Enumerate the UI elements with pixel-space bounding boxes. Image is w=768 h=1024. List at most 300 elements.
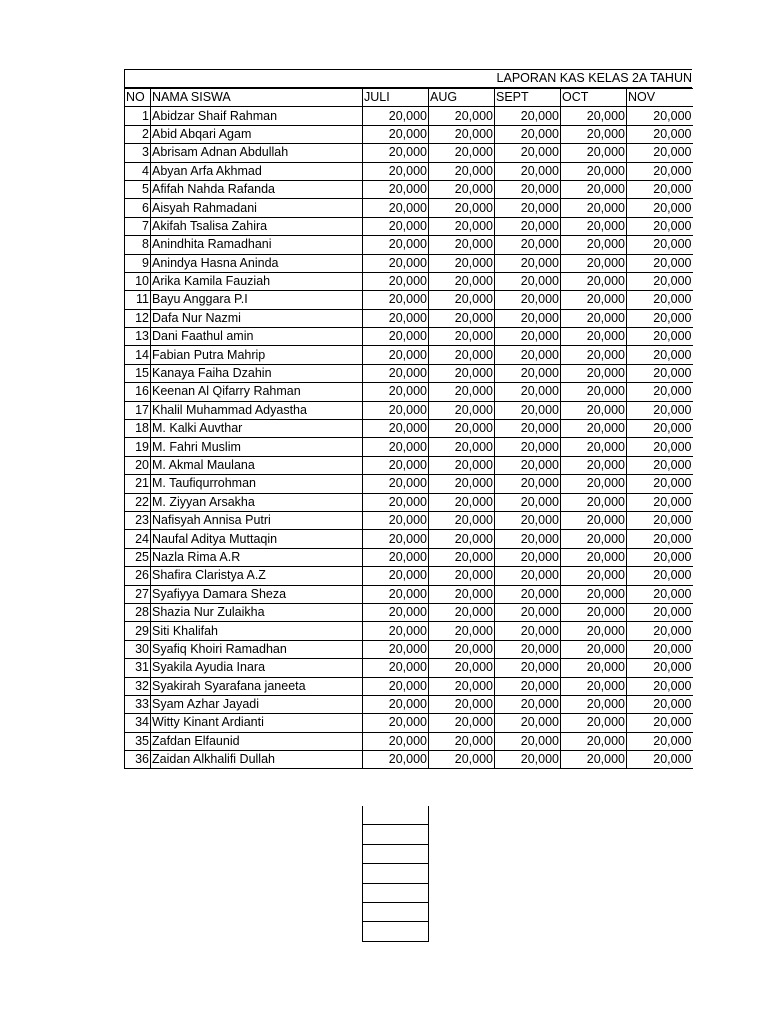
empty-cell xyxy=(362,884,429,903)
amount-cell: 20,000 xyxy=(627,254,693,272)
amount-cell: 20,000 xyxy=(561,199,627,217)
table-row xyxy=(125,309,693,327)
amount-cell: 20,000 xyxy=(561,585,627,603)
amount-cell: 20,000 xyxy=(363,107,429,125)
amount-cell: 20,000 xyxy=(627,585,693,603)
row-number: 19 xyxy=(125,438,151,456)
amount-cell: 20,000 xyxy=(363,180,429,198)
amount-cell: 20,000 xyxy=(627,328,693,346)
table-row xyxy=(125,585,693,603)
amount-cell: 20,000 xyxy=(363,585,429,603)
amount-cell: 20,000 xyxy=(561,125,627,143)
amount-cell: 20,000 xyxy=(429,107,495,125)
amount-cell: 20,000 xyxy=(363,603,429,621)
amount-cell: 20,000 xyxy=(429,383,495,401)
row-number: 7 xyxy=(125,217,151,235)
amount-cell: 20,000 xyxy=(363,659,429,677)
amount-cell: 20,000 xyxy=(429,640,495,658)
student-name: Aisyah Rahmadani xyxy=(151,199,363,217)
amount-cell: 20,000 xyxy=(627,640,693,658)
student-name: Shazia Nur Zulaikha xyxy=(151,603,363,621)
row-number: 5 xyxy=(125,180,151,198)
amount-cell: 20,000 xyxy=(561,603,627,621)
amount-cell: 20,000 xyxy=(495,493,561,511)
amount-cell: 20,000 xyxy=(627,659,693,677)
student-name: Syakirah Syarafana janeeta xyxy=(151,677,363,695)
amount-cell: 20,000 xyxy=(495,585,561,603)
amount-cell: 20,000 xyxy=(561,107,627,125)
table-row xyxy=(125,420,693,438)
amount-cell: 20,000 xyxy=(561,254,627,272)
amount-cell: 20,000 xyxy=(561,622,627,640)
spreadsheet xyxy=(124,69,692,769)
row-number: 18 xyxy=(125,420,151,438)
amount-cell: 20,000 xyxy=(561,438,627,456)
table-row xyxy=(125,199,693,217)
row-number: 14 xyxy=(125,346,151,364)
amount-cell: 20,000 xyxy=(561,640,627,658)
amount-cell: 20,000 xyxy=(627,567,693,585)
amount-cell: 20,000 xyxy=(561,732,627,750)
amount-cell: 20,000 xyxy=(363,383,429,401)
amount-cell: 20,000 xyxy=(429,420,495,438)
amount-cell: 20,000 xyxy=(429,659,495,677)
amount-cell: 20,000 xyxy=(495,346,561,364)
amount-cell: 20,000 xyxy=(429,328,495,346)
amount-cell: 20,000 xyxy=(627,493,693,511)
report-title: LAPORAN KAS KELAS 2A TAHUN xyxy=(496,71,692,85)
amount-cell: 20,000 xyxy=(429,199,495,217)
row-number: 24 xyxy=(125,530,151,548)
amount-cell: 20,000 xyxy=(561,346,627,364)
amount-cell: 20,000 xyxy=(429,438,495,456)
amount-cell: 20,000 xyxy=(429,695,495,713)
amount-cell: 20,000 xyxy=(627,180,693,198)
amount-cell: 20,000 xyxy=(561,328,627,346)
amount-cell: 20,000 xyxy=(429,272,495,290)
row-number: 22 xyxy=(125,493,151,511)
amount-cell: 20,000 xyxy=(627,622,693,640)
amount-cell: 20,000 xyxy=(363,272,429,290)
cash-report-table xyxy=(124,88,693,769)
amount-cell: 20,000 xyxy=(495,364,561,382)
amount-cell: 20,000 xyxy=(429,401,495,419)
table-row xyxy=(125,364,693,382)
student-name: Afifah Nahda Rafanda xyxy=(151,180,363,198)
table-row xyxy=(125,695,693,713)
student-name: Witty Kinant Ardianti xyxy=(151,714,363,732)
amount-cell: 20,000 xyxy=(627,144,693,162)
student-name: Anindya Hasna Aninda xyxy=(151,254,363,272)
amount-cell: 20,000 xyxy=(495,640,561,658)
row-number: 16 xyxy=(125,383,151,401)
amount-cell: 20,000 xyxy=(429,456,495,474)
amount-cell: 20,000 xyxy=(627,272,693,290)
student-name: Akifah Tsalisa Zahira xyxy=(151,217,363,235)
row-number: 28 xyxy=(125,603,151,621)
amount-cell: 20,000 xyxy=(627,511,693,529)
table-row xyxy=(125,732,693,750)
table-row xyxy=(125,751,693,769)
title-row xyxy=(124,69,692,88)
row-number: 29 xyxy=(125,622,151,640)
student-name: Keenan Al Qifarry Rahman xyxy=(151,383,363,401)
amount-cell: 20,000 xyxy=(429,346,495,364)
amount-cell: 20,000 xyxy=(363,622,429,640)
row-number: 20 xyxy=(125,456,151,474)
amount-cell: 20,000 xyxy=(363,291,429,309)
amount-cell: 20,000 xyxy=(627,677,693,695)
amount-cell: 20,000 xyxy=(363,217,429,235)
student-name: M. Kalki Auvthar xyxy=(151,420,363,438)
row-number: 23 xyxy=(125,511,151,529)
empty-cells-column xyxy=(362,806,429,942)
row-number: 15 xyxy=(125,364,151,382)
amount-cell: 20,000 xyxy=(363,144,429,162)
amount-cell: 20,000 xyxy=(429,475,495,493)
amount-cell: 20,000 xyxy=(495,328,561,346)
table-row xyxy=(125,383,693,401)
amount-cell: 20,000 xyxy=(561,548,627,566)
table-row xyxy=(125,272,693,290)
amount-cell: 20,000 xyxy=(495,659,561,677)
table-row xyxy=(125,659,693,677)
amount-cell: 20,000 xyxy=(495,732,561,750)
amount-cell: 20,000 xyxy=(561,236,627,254)
table-row xyxy=(125,346,693,364)
table-row xyxy=(125,511,693,529)
amount-cell: 20,000 xyxy=(561,567,627,585)
table-row xyxy=(125,180,693,198)
row-number: 8 xyxy=(125,236,151,254)
amount-cell: 20,000 xyxy=(561,420,627,438)
amount-cell: 20,000 xyxy=(429,236,495,254)
amount-cell: 20,000 xyxy=(627,420,693,438)
amount-cell: 20,000 xyxy=(429,567,495,585)
amount-cell: 20,000 xyxy=(429,144,495,162)
amount-cell: 20,000 xyxy=(561,180,627,198)
row-number: 1 xyxy=(125,107,151,125)
amount-cell: 20,000 xyxy=(429,677,495,695)
amount-cell: 20,000 xyxy=(627,548,693,566)
amount-cell: 20,000 xyxy=(495,107,561,125)
table-row xyxy=(125,438,693,456)
empty-cell xyxy=(362,903,429,922)
amount-cell: 20,000 xyxy=(363,162,429,180)
header-oct: OCT xyxy=(561,89,627,107)
table-row xyxy=(125,622,693,640)
amount-cell: 20,000 xyxy=(561,659,627,677)
amount-cell: 20,000 xyxy=(429,254,495,272)
amount-cell: 20,000 xyxy=(495,291,561,309)
empty-cell xyxy=(362,864,429,883)
student-name: Syakila Ayudia Inara xyxy=(151,659,363,677)
amount-cell: 20,000 xyxy=(363,401,429,419)
amount-cell: 20,000 xyxy=(561,530,627,548)
amount-cell: 20,000 xyxy=(561,162,627,180)
table-row xyxy=(125,236,693,254)
amount-cell: 20,000 xyxy=(495,677,561,695)
amount-cell: 20,000 xyxy=(429,530,495,548)
amount-cell: 20,000 xyxy=(627,107,693,125)
amount-cell: 20,000 xyxy=(561,511,627,529)
amount-cell: 20,000 xyxy=(561,456,627,474)
student-name: Syafiq Khoiri Ramadhan xyxy=(151,640,363,658)
header-row xyxy=(125,89,693,107)
amount-cell: 20,000 xyxy=(561,714,627,732)
amount-cell: 20,000 xyxy=(363,456,429,474)
amount-cell: 20,000 xyxy=(561,493,627,511)
row-number: 10 xyxy=(125,272,151,290)
amount-cell: 20,000 xyxy=(363,511,429,529)
student-name: M. Akmal Maulana xyxy=(151,456,363,474)
amount-cell: 20,000 xyxy=(429,622,495,640)
row-number: 2 xyxy=(125,125,151,143)
row-number: 13 xyxy=(125,328,151,346)
amount-cell: 20,000 xyxy=(495,456,561,474)
amount-cell: 20,000 xyxy=(495,309,561,327)
row-number: 4 xyxy=(125,162,151,180)
amount-cell: 20,000 xyxy=(627,199,693,217)
amount-cell: 20,000 xyxy=(561,364,627,382)
table-row xyxy=(125,548,693,566)
amount-cell: 20,000 xyxy=(363,475,429,493)
row-number: 3 xyxy=(125,144,151,162)
table-row xyxy=(125,162,693,180)
row-number: 9 xyxy=(125,254,151,272)
student-name: M. Fahri Muslim xyxy=(151,438,363,456)
student-name: Abyan Arfa Akhmad xyxy=(151,162,363,180)
amount-cell: 20,000 xyxy=(495,603,561,621)
table-row xyxy=(125,714,693,732)
amount-cell: 20,000 xyxy=(627,291,693,309)
student-name: Bayu Anggara P.I xyxy=(151,291,363,309)
amount-cell: 20,000 xyxy=(561,272,627,290)
student-name: Abidzar Shaif Rahman xyxy=(151,107,363,125)
amount-cell: 20,000 xyxy=(363,328,429,346)
student-name: Anindhita Ramadhani xyxy=(151,236,363,254)
amount-cell: 20,000 xyxy=(363,364,429,382)
amount-cell: 20,000 xyxy=(429,162,495,180)
amount-cell: 20,000 xyxy=(363,199,429,217)
amount-cell: 20,000 xyxy=(495,272,561,290)
amount-cell: 20,000 xyxy=(627,125,693,143)
amount-cell: 20,000 xyxy=(429,732,495,750)
amount-cell: 20,000 xyxy=(627,346,693,364)
table-row xyxy=(125,677,693,695)
amount-cell: 20,000 xyxy=(561,383,627,401)
amount-cell: 20,000 xyxy=(363,493,429,511)
table-row xyxy=(125,328,693,346)
amount-cell: 20,000 xyxy=(363,548,429,566)
amount-cell: 20,000 xyxy=(627,383,693,401)
student-name: Abrisam Adnan Abdullah xyxy=(151,144,363,162)
amount-cell: 20,000 xyxy=(495,144,561,162)
amount-cell: 20,000 xyxy=(429,291,495,309)
amount-cell: 20,000 xyxy=(495,475,561,493)
amount-cell: 20,000 xyxy=(561,401,627,419)
amount-cell: 20,000 xyxy=(561,144,627,162)
amount-cell: 20,000 xyxy=(495,180,561,198)
amount-cell: 20,000 xyxy=(363,732,429,750)
amount-cell: 20,000 xyxy=(363,346,429,364)
row-number: 26 xyxy=(125,567,151,585)
amount-cell: 20,000 xyxy=(363,530,429,548)
amount-cell: 20,000 xyxy=(429,493,495,511)
header-name: NAMA SISWA xyxy=(151,89,363,107)
student-name: Syam Azhar Jayadi xyxy=(151,695,363,713)
table-row xyxy=(125,456,693,474)
table-row xyxy=(125,401,693,419)
empty-cell xyxy=(362,806,429,825)
amount-cell: 20,000 xyxy=(363,236,429,254)
amount-cell: 20,000 xyxy=(495,236,561,254)
row-number: 25 xyxy=(125,548,151,566)
table-row xyxy=(125,475,693,493)
amount-cell: 20,000 xyxy=(495,125,561,143)
amount-cell: 20,000 xyxy=(495,530,561,548)
amount-cell: 20,000 xyxy=(429,217,495,235)
table-row xyxy=(125,144,693,162)
amount-cell: 20,000 xyxy=(627,309,693,327)
amount-cell: 20,000 xyxy=(495,254,561,272)
header-aug: AUG xyxy=(429,89,495,107)
table-row xyxy=(125,640,693,658)
row-number: 32 xyxy=(125,677,151,695)
amount-cell: 20,000 xyxy=(495,622,561,640)
amount-cell: 20,000 xyxy=(495,199,561,217)
amount-cell: 20,000 xyxy=(561,309,627,327)
amount-cell: 20,000 xyxy=(495,714,561,732)
amount-cell: 20,000 xyxy=(495,438,561,456)
student-name: Naufal Aditya Muttaqin xyxy=(151,530,363,548)
amount-cell: 20,000 xyxy=(495,751,561,769)
row-number: 30 xyxy=(125,640,151,658)
amount-cell: 20,000 xyxy=(495,162,561,180)
amount-cell: 20,000 xyxy=(495,217,561,235)
amount-cell: 20,000 xyxy=(429,511,495,529)
row-number: 31 xyxy=(125,659,151,677)
student-name: Fabian Putra Mahrip xyxy=(151,346,363,364)
table-row xyxy=(125,493,693,511)
row-number: 35 xyxy=(125,732,151,750)
amount-cell: 20,000 xyxy=(627,475,693,493)
row-number: 11 xyxy=(125,291,151,309)
student-name: Zafdan Elfaunid xyxy=(151,732,363,750)
row-number: 6 xyxy=(125,199,151,217)
student-name: Nazla Rima A.R xyxy=(151,548,363,566)
amount-cell: 20,000 xyxy=(429,603,495,621)
header-sept: SEPT xyxy=(495,89,561,107)
student-name: Syafiyya Damara Sheza xyxy=(151,585,363,603)
student-name: M. Ziyyan Arsakha xyxy=(151,493,363,511)
table-row xyxy=(125,291,693,309)
amount-cell: 20,000 xyxy=(627,714,693,732)
amount-cell: 20,000 xyxy=(429,714,495,732)
amount-cell: 20,000 xyxy=(561,695,627,713)
amount-cell: 20,000 xyxy=(627,530,693,548)
table-row xyxy=(125,530,693,548)
student-name: Siti Khalifah xyxy=(151,622,363,640)
table-row xyxy=(125,254,693,272)
student-name: Zaidan Alkhalifi Dullah xyxy=(151,751,363,769)
table-row xyxy=(125,603,693,621)
empty-cell xyxy=(362,922,429,941)
row-number: 12 xyxy=(125,309,151,327)
amount-cell: 20,000 xyxy=(363,714,429,732)
amount-cell: 20,000 xyxy=(363,125,429,143)
row-number: 33 xyxy=(125,695,151,713)
row-number: 36 xyxy=(125,751,151,769)
amount-cell: 20,000 xyxy=(363,309,429,327)
amount-cell: 20,000 xyxy=(495,383,561,401)
amount-cell: 20,000 xyxy=(429,125,495,143)
header-juli: JULI xyxy=(363,89,429,107)
amount-cell: 20,000 xyxy=(627,401,693,419)
row-number: 27 xyxy=(125,585,151,603)
student-name: Kanaya Faiha Dzahin xyxy=(151,364,363,382)
amount-cell: 20,000 xyxy=(363,677,429,695)
header-no: NO xyxy=(125,89,151,107)
amount-cell: 20,000 xyxy=(429,364,495,382)
table-row xyxy=(125,217,693,235)
table-row xyxy=(125,567,693,585)
amount-cell: 20,000 xyxy=(561,217,627,235)
amount-cell: 20,000 xyxy=(363,420,429,438)
amount-cell: 20,000 xyxy=(561,291,627,309)
student-name: Dafa Nur Nazmi xyxy=(151,309,363,327)
amount-cell: 20,000 xyxy=(363,254,429,272)
amount-cell: 20,000 xyxy=(429,585,495,603)
amount-cell: 20,000 xyxy=(495,695,561,713)
student-name: M. Taufiqurrohman xyxy=(151,475,363,493)
amount-cell: 20,000 xyxy=(627,603,693,621)
amount-cell: 20,000 xyxy=(429,751,495,769)
amount-cell: 20,000 xyxy=(429,309,495,327)
amount-cell: 20,000 xyxy=(363,640,429,658)
amount-cell: 20,000 xyxy=(627,456,693,474)
table-row xyxy=(125,107,693,125)
amount-cell: 20,000 xyxy=(363,567,429,585)
amount-cell: 20,000 xyxy=(495,420,561,438)
amount-cell: 20,000 xyxy=(627,236,693,254)
amount-cell: 20,000 xyxy=(627,217,693,235)
amount-cell: 20,000 xyxy=(363,695,429,713)
amount-cell: 20,000 xyxy=(495,548,561,566)
student-name: Abid Abqari Agam xyxy=(151,125,363,143)
amount-cell: 20,000 xyxy=(363,438,429,456)
table-row xyxy=(125,125,693,143)
amount-cell: 20,000 xyxy=(627,162,693,180)
amount-cell: 20,000 xyxy=(495,401,561,419)
amount-cell: 20,000 xyxy=(429,180,495,198)
student-name: Arika Kamila Fauziah xyxy=(151,272,363,290)
student-name: Shafira Claristya A.Z xyxy=(151,567,363,585)
amount-cell: 20,000 xyxy=(561,751,627,769)
amount-cell: 20,000 xyxy=(561,475,627,493)
amount-cell: 20,000 xyxy=(627,364,693,382)
amount-cell: 20,000 xyxy=(627,732,693,750)
row-number: 34 xyxy=(125,714,151,732)
student-name: Nafisyah Annisa Putri xyxy=(151,511,363,529)
amount-cell: 20,000 xyxy=(561,677,627,695)
amount-cell: 20,000 xyxy=(627,695,693,713)
student-name: Dani Faathul amin xyxy=(151,328,363,346)
amount-cell: 20,000 xyxy=(363,751,429,769)
amount-cell: 20,000 xyxy=(627,751,693,769)
amount-cell: 20,000 xyxy=(627,438,693,456)
row-number: 21 xyxy=(125,475,151,493)
